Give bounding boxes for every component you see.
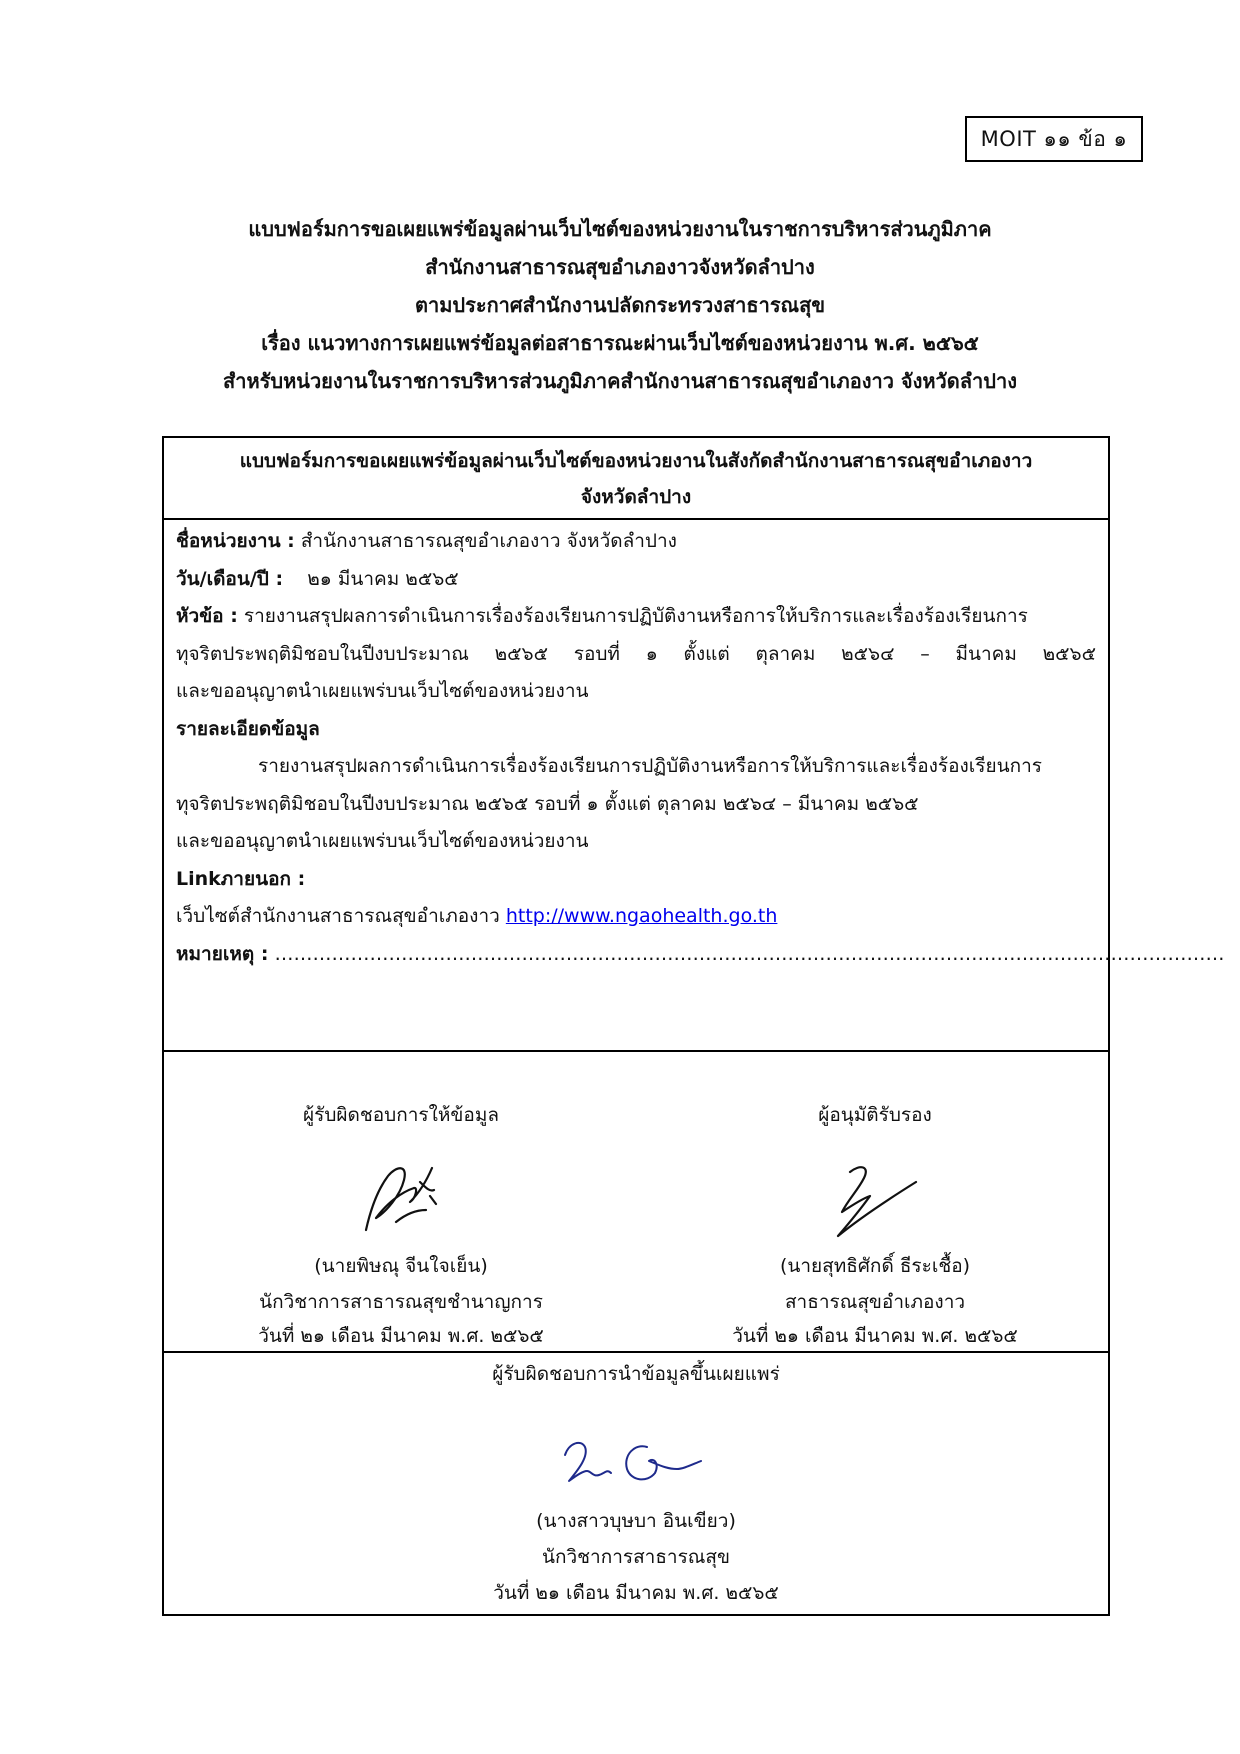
responsible-role: ผู้รับผิดชอบการให้ข้อมูล [303, 1104, 499, 1126]
approver-signature-block [638, 1052, 1112, 1353]
topic-row [176, 598, 1096, 636]
publisher-position: นักวิชาการสาธารณสุข [541, 1546, 731, 1568]
detail-line-2: ทุจริตประพฤติมิชอบในปีงบประมาณ ๒๕๖๕ รอบที่ ๑ ตั้งแต่ ตุลาคม ๒๕๖๔ – มีนาคม ๒๕๖๕ [176, 792, 919, 815]
remark-label: หมายเหตุ : [176, 942, 269, 965]
signature-section [164, 1052, 1108, 1353]
moit-label: MOIT ๑๑ ข้อ ๑ [980, 126, 1128, 151]
approver-name: (นายสุทธิศักดิ์ ธีระเชื้อ) [779, 1255, 971, 1277]
form-info-section [164, 520, 1225, 1052]
detail-line-3: และขออนุญาตนำเผยแพร่บนเว็บไซต์ของหน่วยงาน [176, 830, 589, 852]
website-link[interactable]: http://www.ngaohealth.go.th [505, 905, 778, 927]
approver-signature-image [820, 1152, 930, 1247]
detail-line-1: รายงานสรุปผลการดำเนินการเรื่องร้องเรียนการปฏิบัติงานหรือการให้บริการและเรื่องร้องเรียนการ [258, 755, 1042, 777]
approver-date: วันที่ ๒๑ เดือน มีนาคม พ.ศ. ๒๕๖๕ [732, 1325, 1018, 1347]
form-title-line-1: แบบฟอร์มการขอเผยแพร่ข้อมูลผ่านเว็บไซต์ของหน่วยงานในสังกัดสำนักงานสาธารณสุขอำเภองาว [239, 450, 1033, 472]
header-line-1: แบบฟอร์มการขอเผยแพร่ข้อมูลผ่านเว็บไซต์ของหน่วยงานในราชการบริหารส่วนภูมิภาค [248, 217, 992, 241]
responsible-name: (นายพิษณุ จีนใจเย็น) [314, 1255, 488, 1277]
approver-role: ผู้อนุมัติรับรอง [818, 1104, 932, 1126]
topic-line-3: และขออนุญาตนำเผยแพร่บนเว็บไซต์ของหน่วยงาน [176, 680, 589, 702]
agency-row [176, 523, 1096, 561]
publisher-role: ผู้รับผิดชอบการนำข้อมูลขึ้นเผยแพร่ [492, 1363, 780, 1385]
date-label: วัน/เดือน/ปี : [176, 567, 284, 590]
responsible-signature-image [346, 1152, 456, 1247]
publisher-name: (นางสาวบุษบา อินเขียว) [536, 1510, 736, 1532]
link-row [176, 898, 1096, 936]
remark-row [176, 936, 1225, 974]
date-value: ๒๑ มีนาคม ๒๕๖๕ [307, 567, 459, 590]
header-line-2: สำนักงานสาธารณสุขอำเภองาวจังหวัดลำปาง [425, 255, 815, 279]
document-header [0, 210, 1240, 400]
agency-label: ชื่อหน่วยงาน : [176, 530, 295, 552]
form-title [164, 438, 1108, 520]
form-title-line-2: จังหวัดลำปาง [580, 486, 692, 508]
moit-reference-box [965, 116, 1143, 162]
remark-value: …………………………………………………………………………………………………………………………………… [274, 942, 1225, 965]
header-line-4: เรื่อง แนวทางการเผยแพร่ข้อมูลต่อสาธารณะผ่านเว็บไซต์ของหน่วยงาน พ.ศ. ๒๕๖๕ [261, 331, 979, 355]
publisher-signature-block [164, 1353, 1108, 1614]
publication-form-table [162, 436, 1225, 1616]
publisher-signature-image [551, 1425, 721, 1510]
publisher-date: วันที่ ๒๑ เดือน มีนาคม พ.ศ. ๒๕๖๕ [493, 1582, 779, 1604]
date-row [176, 561, 1096, 599]
header-line-3: ตามประกาศสำนักงานปลัดกระทรวงสาธารณสุข [414, 293, 825, 317]
link-prefix: เว็บไซต์สำนักงานสาธารณสุขอำเภองาว [176, 905, 500, 927]
header-line-5: สำหรับหน่วยงานในราชการบริหารส่วนภูมิภาคสำนักงานสาธารณสุขอำเภองาว จังหวัดลำปาง [223, 369, 1017, 393]
approver-position: สาธารณสุขอำเภองาว [784, 1291, 966, 1313]
link-label: Linkภายนอก : [176, 867, 306, 890]
topic-line-2: ทุจริตประพฤติมิชอบในปีงบประมาณ ๒๕๖๕ รอบที่ ๑ ตั้งแต่ ตุลาคม ๒๕๖๔ – มีนาคม ๒๕๖๕ [176, 642, 1096, 665]
topic-label: หัวข้อ : [176, 605, 238, 627]
responsible-signature-block [164, 1052, 638, 1353]
detail-label: รายละเอียดข้อมูล [176, 717, 320, 740]
topic-line-1: รายงานสรุปผลการดำเนินการเรื่องร้องเรียนการปฏิบัติงานหรือการให้บริการและเรื่องร้องเรียนการ [243, 605, 1028, 627]
responsible-date: วันที่ ๒๑ เดือน มีนาคม พ.ศ. ๒๕๖๕ [258, 1325, 544, 1347]
responsible-position: นักวิชาการสาธารณสุขชำนาญการ [259, 1291, 543, 1313]
agency-value: สำนักงานสาธารณสุขอำเภองาว จังหวัดลำปาง [300, 530, 677, 552]
